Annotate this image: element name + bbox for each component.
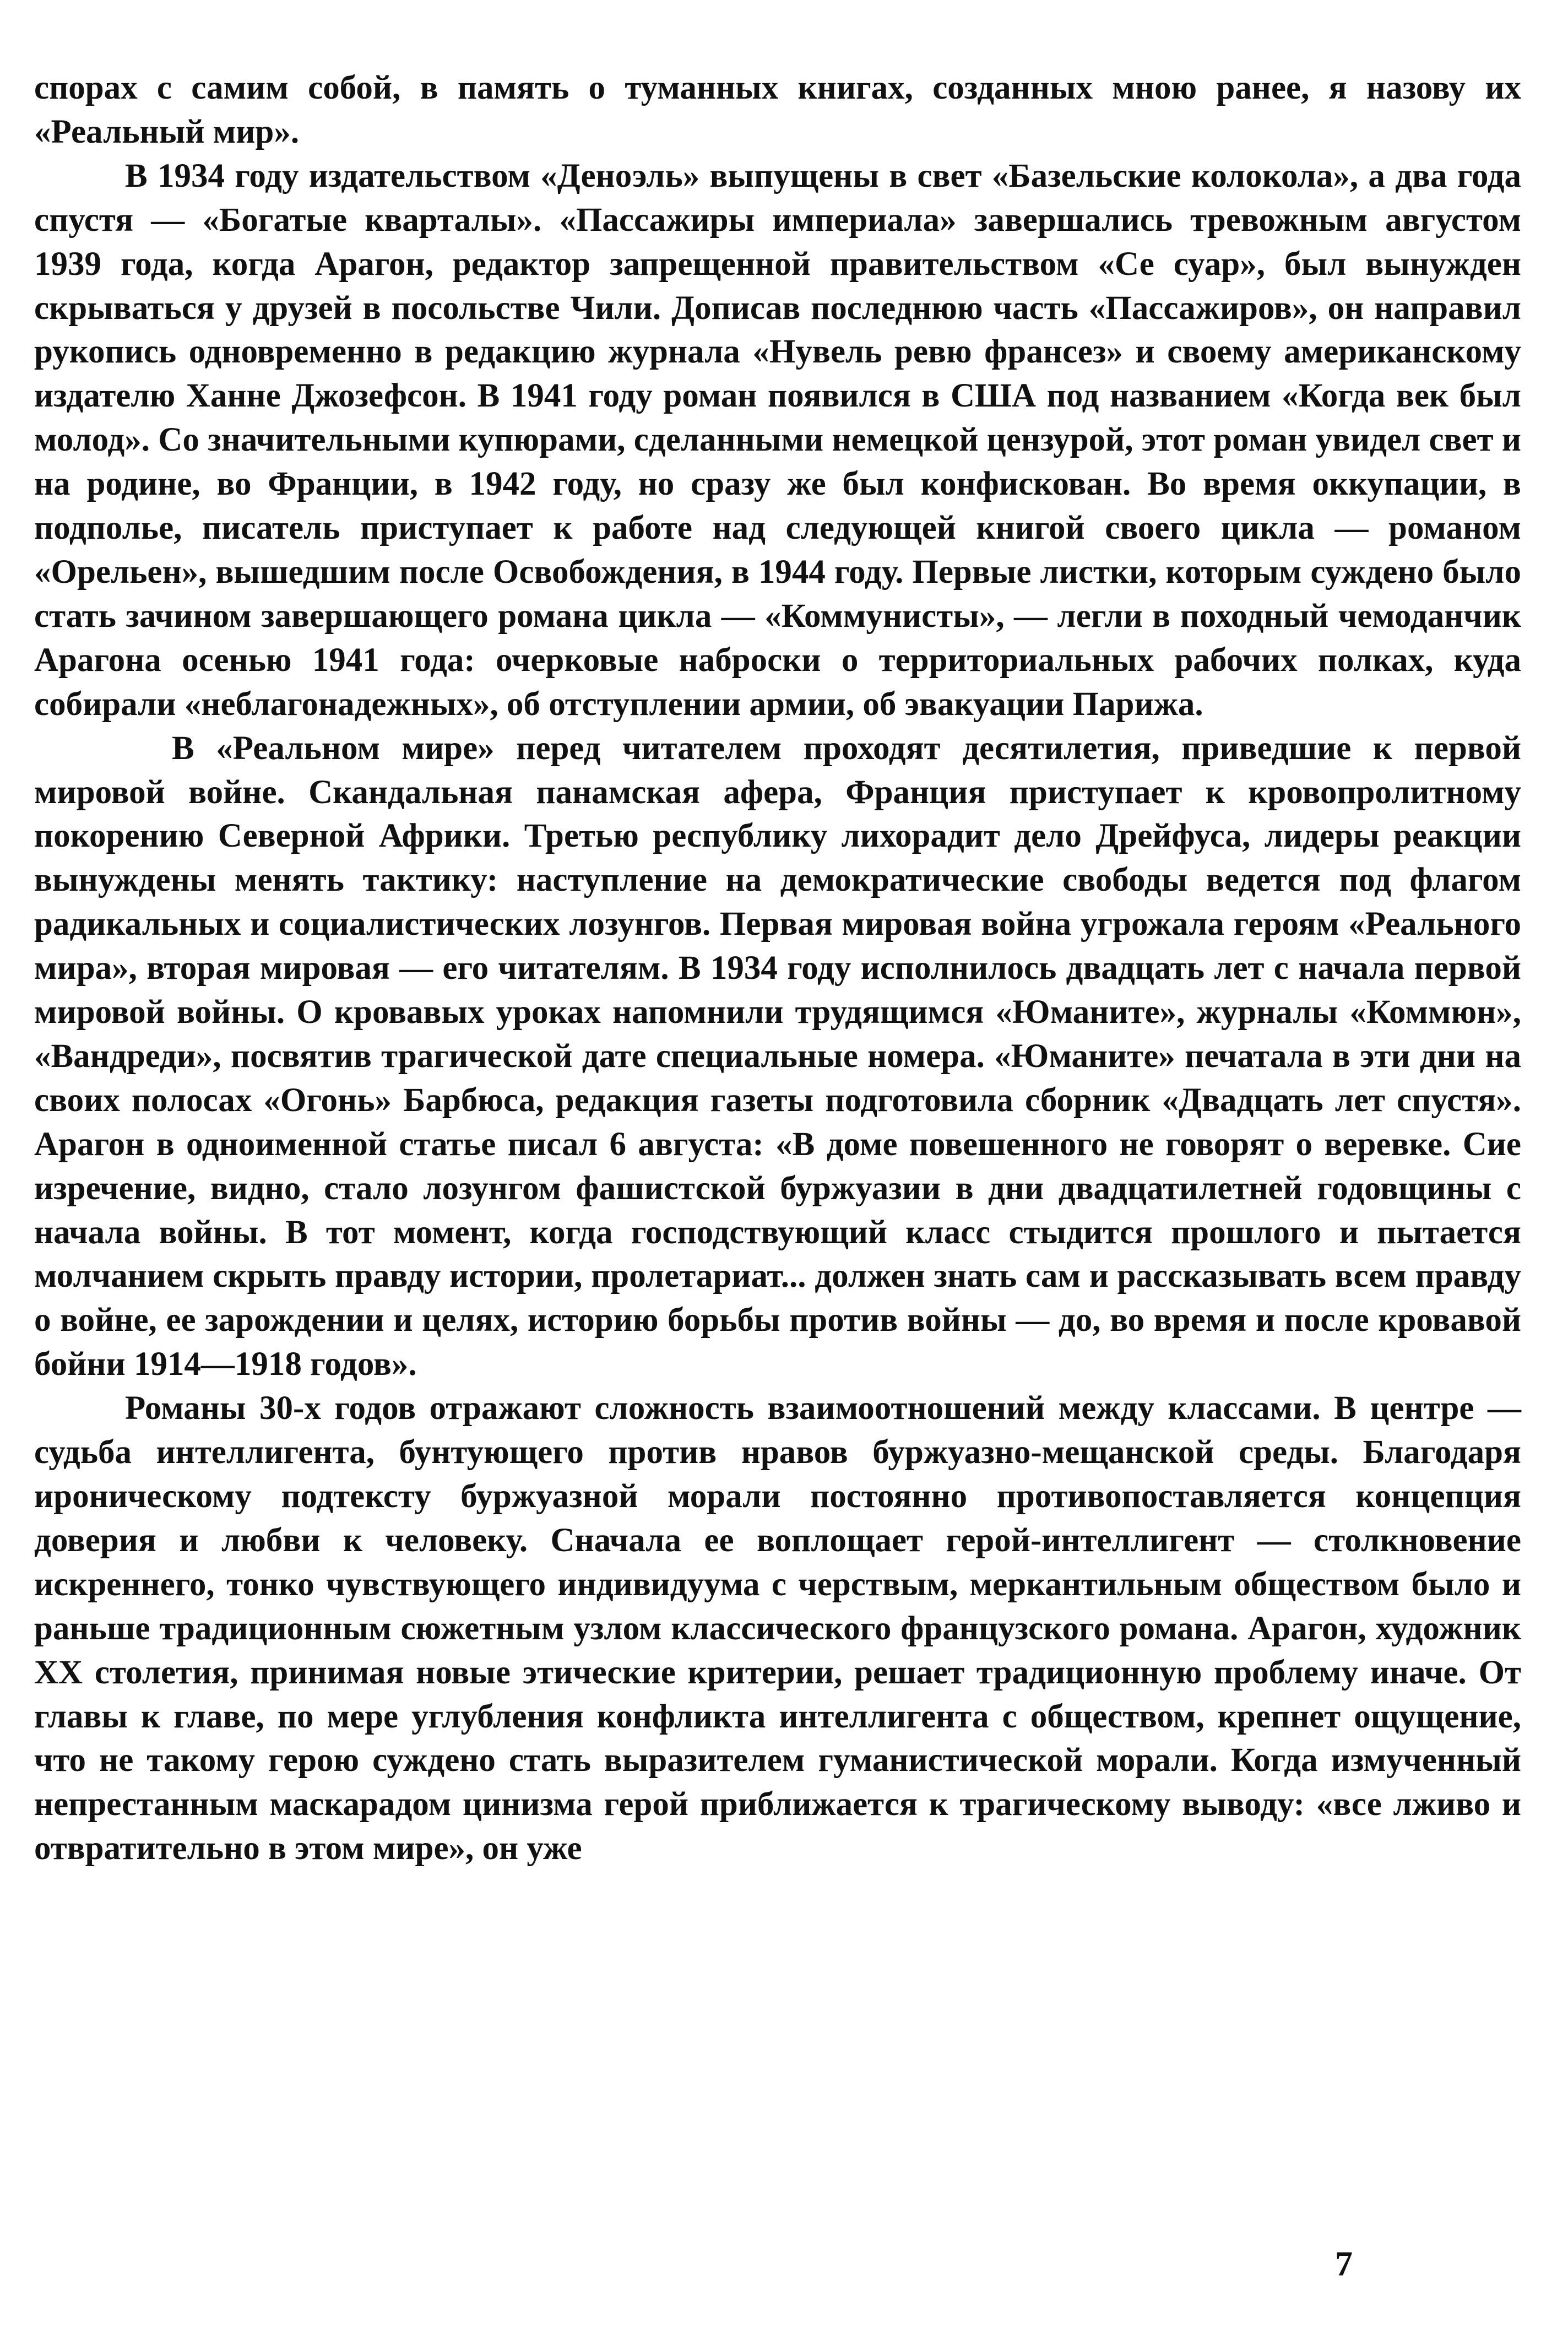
paragraph-real-world: В «Реальном мире» перед читателем проходят десятилетия, приведшие к первой мировой войне. Скандальная панамская афера, Франция приступает к кровопролитному покорению Северной Африки. Третью республику лихорадит дело Дрейфуса, лидеры реакции вынуждены менять тактику: наступление на демократические свободы ведется под флагом радикальных и социалистических лозунгов. Первая мировая война угрожала героям «Реального мира», вторая мировая — его читателям. В 1934 году исполнилось двадцать лет с начала первой мировой войны. О кровавых уроках напомнили трудящимся «Юманите», журналы «Коммюн», «Вандреди», посвятив трагической дате специальные номера. «Юманите» печатала в эти дни на своих полосах «Огонь» Барбюса, редакция газеты подготовила сборник «Двадцать лет спустя». Арагон в одноименной статье писал 6 августа: «В доме повешенного не говорят о веревке. Сие изречение, видно, стало лозунгом фашистской буржуазии в дни двадцатилетней годовщины с начала войны. В тот момент, когда господствующий класс стыдится прошлого и пытается молчанием скрыть правду истории, пролетариат... должен знать сам и рассказывать всем правду о войне, ее зарождении и целях, историю борьбы против войны — до, во время и после кровавой бойни 1914—1918 годов». bbox=[34, 729, 1521, 1383]
page-number: 7 bbox=[1335, 2244, 1353, 2283]
paragraph-novels-30s: Романы 30-х годов отражают сложность взаимоотношений между классами. В центре — судьба интеллигента, бунтующего против нравов буржуазно-мещанской среды. Благодаря ироническому подтексту буржуазной морали постоянно противопоставляется концепция доверия и любви к человеку. Сначала ее воплощает герой-интеллигент — столкновение искреннего, тонко чувствующего индивидуума с черствым, меркантильным обществом было и раньше традиционным сюжетным узлом классического французского романа. Арагон, художник XX столетия, принимая новые этические критерии, решает традиционную проблему иначе. От главы к главе, по мере углубления конфликта интеллигента с обществом, крепнет ощущение, что не такому герою суждено стать выразителем гуманистической морали. Когда измученный непрестанным маскарадом цинизма герой приближается к трагическому выводу: «все лживо и отвратительно в этом мире», он уже bbox=[34, 1390, 1521, 1867]
paragraph-continuation: спорах с самим собой, в память о туманных книгах, созданных мною ранее, я назову их «Реальный мир». bbox=[34, 69, 1521, 150]
page-body bbox=[34, 66, 1521, 1871]
paragraph-publication-history: В 1934 году издательством «Деноэль» выпущены в свет «Базельские колокола», а два года спустя — «Богатые кварталы». «Пассажиры империала» завершались тревожным августом 1939 года, когда Арагон, редактор запрещенной правительством «Се суар», был вынужден скрываться у друзей в посольстве Чили. Дописав последнюю часть «Пассажиров», он направил рукопись одновременно в редакцию журнала «Нувель ревю франсез» и своему американскому издателю Ханне Джозефсон. В 1941 году роман появился в США под названием «Когда век был молод». Со значительными купюрами, сделанными немецкой цензурой, этот роман увидел свет и на родине, во Франции, в 1942 году, но сразу же был конфискован. Во время оккупации, в подполье, писатель приступает к работе над следующей книгой своего цикла — романом «Орельен», вышедшим после Освобождения, в 1944 году. Первые листки, которым суждено было стать зачином завершающего романа цикла — «Коммунисты», — легли в походный чемоданчик Арагона осенью 1941 года: очерковые наброски о территориальных рабочих полках, куда собирали «неблагонадежных», об отступлении армии, об эвакуации Парижа. bbox=[34, 157, 1521, 723]
